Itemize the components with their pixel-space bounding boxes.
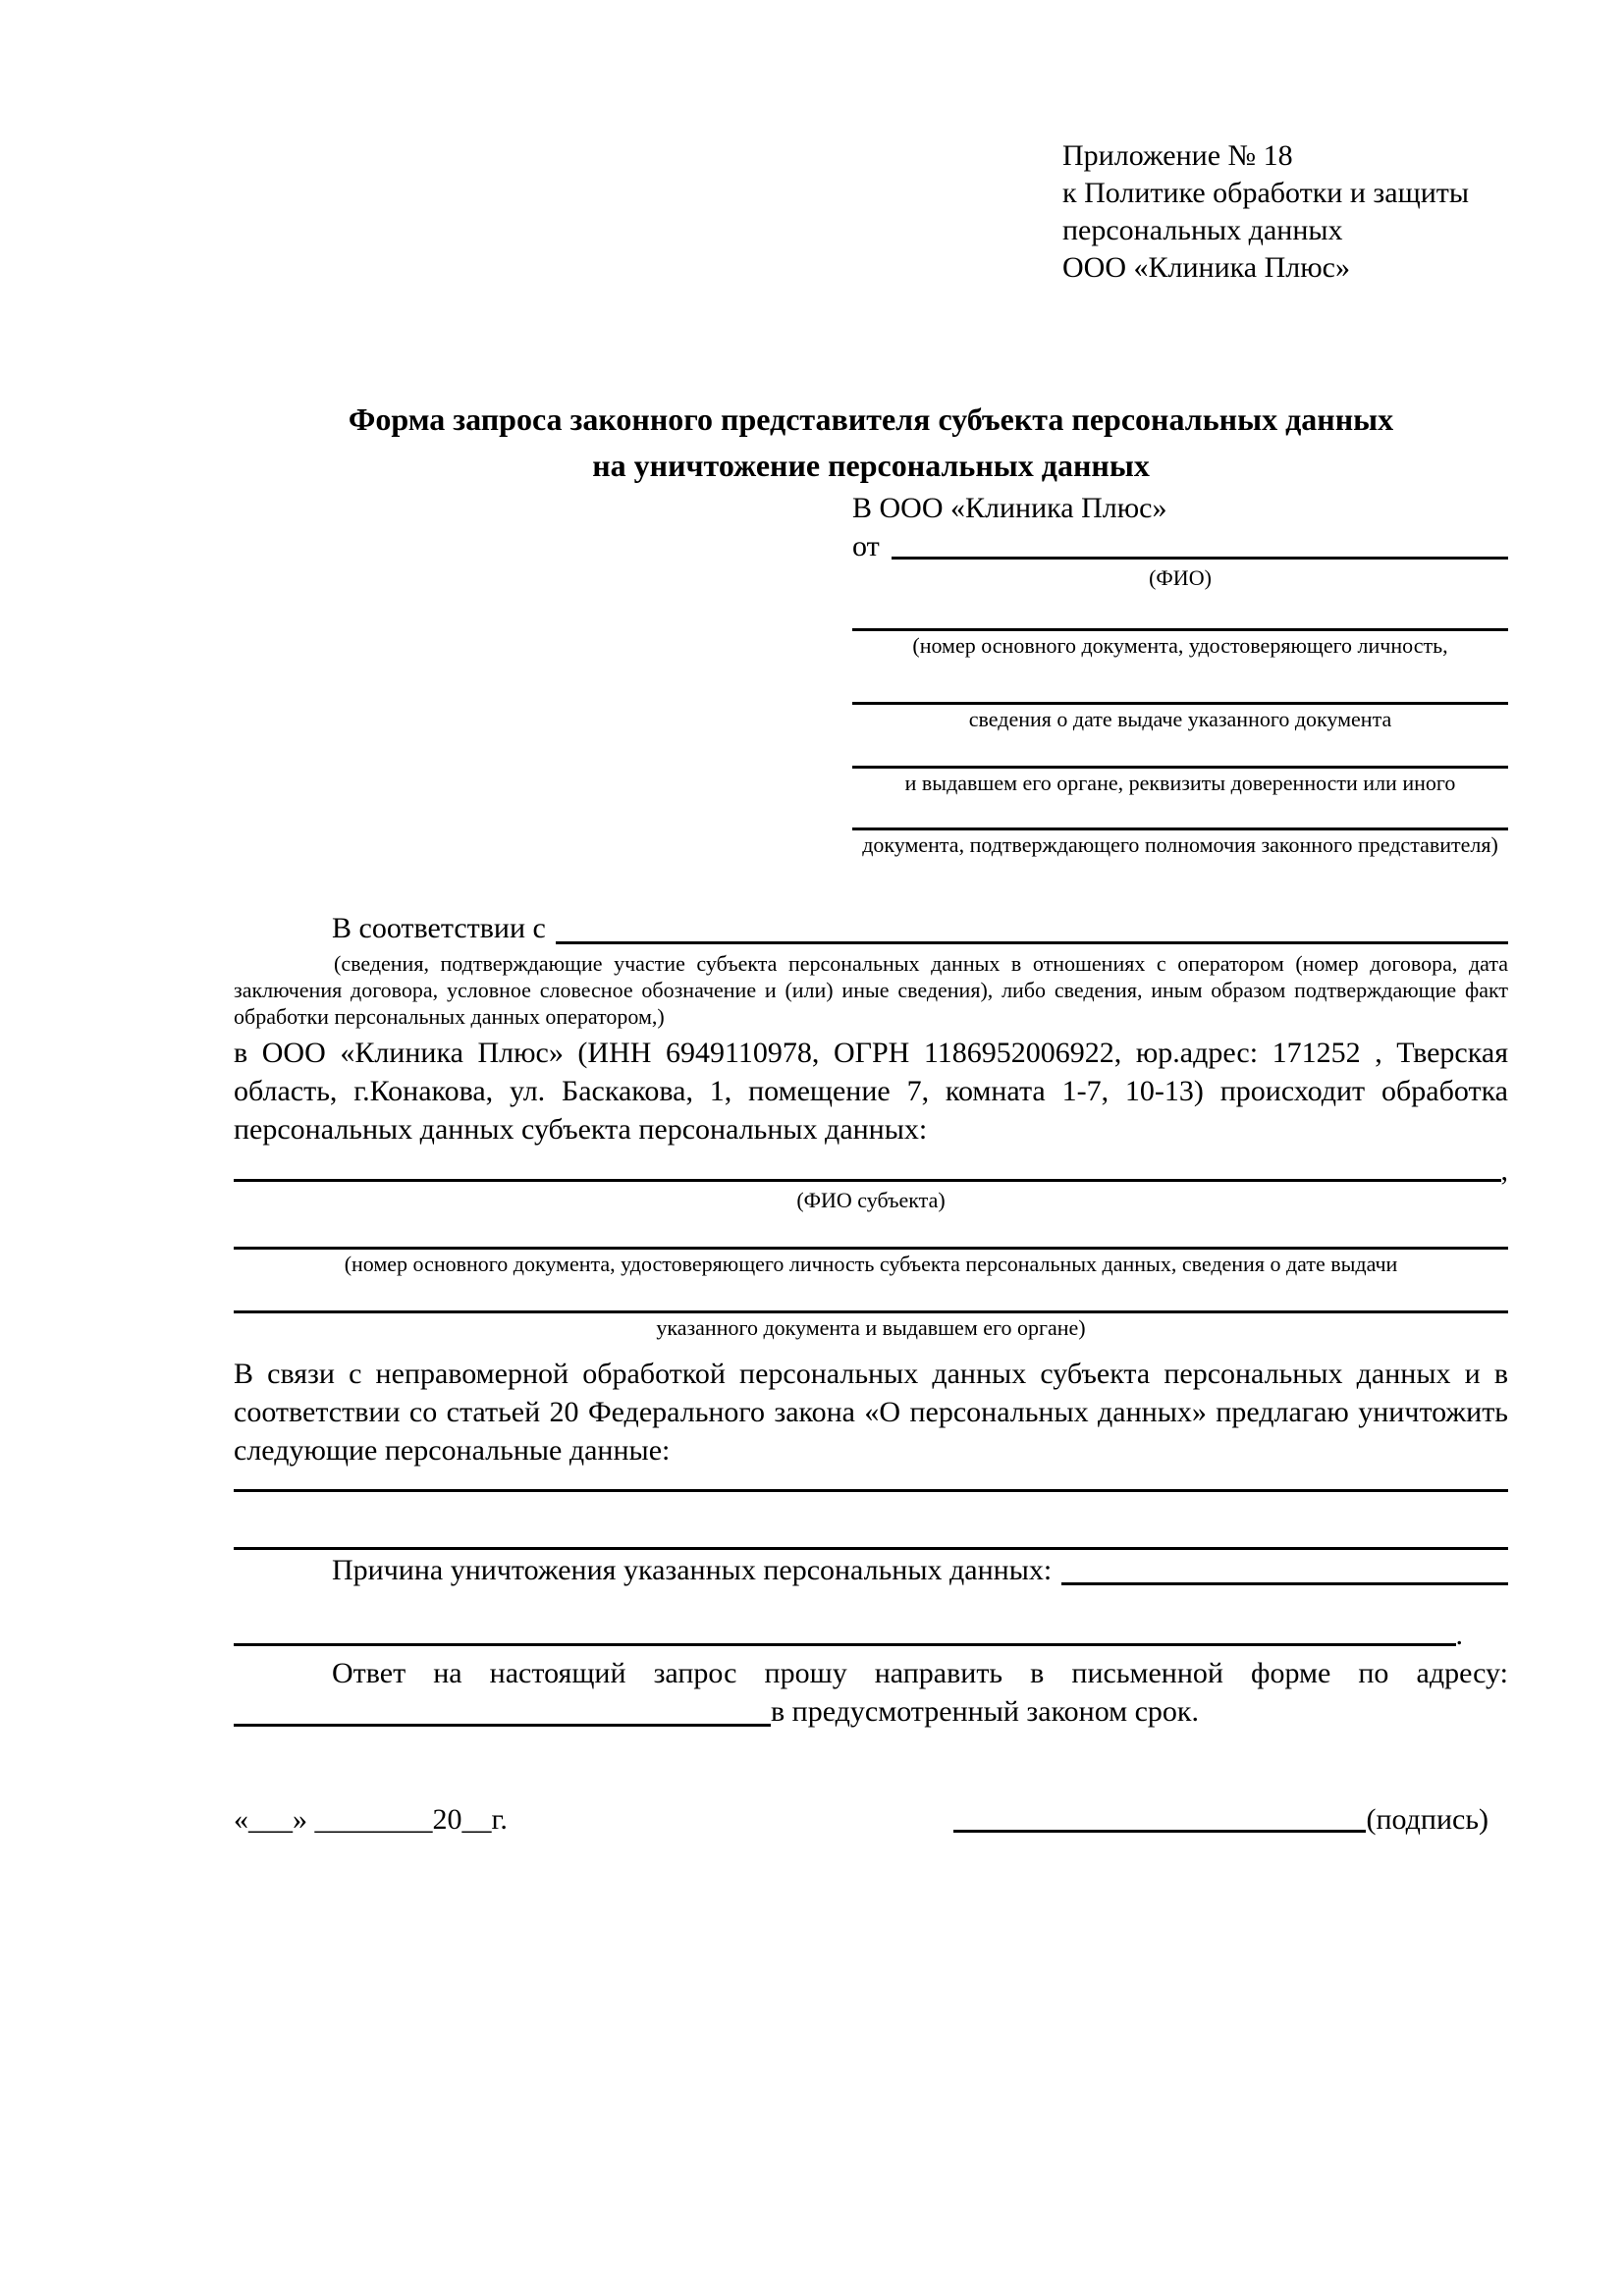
representative-doc-field <box>852 766 1508 796</box>
signature-field <box>953 1801 1489 1839</box>
subject-doc-field <box>234 1247 1508 1277</box>
representative-doc-field <box>852 702 1508 732</box>
field-caption: и выдавшем его органе, реквизиты доверенности или иного <box>904 771 1456 795</box>
field-caption: (номер основного документа, удостоверяющего личность, <box>912 633 1448 658</box>
blank-line <box>556 941 1508 944</box>
addressee-organization: В ООО «Клиника Плюс» <box>852 492 1167 524</box>
blank-line <box>234 1643 1456 1646</box>
addressee-block <box>852 489 1508 858</box>
field-caption: сведения о дате выдаче указанного документа <box>968 707 1392 731</box>
blank-line <box>234 1179 1501 1182</box>
field-caption: (номер основного документа, удостоверяющего личность субъекта персональных данных, сведения о дате выдачи <box>344 1252 1398 1276</box>
reason-label: Причина уничтожения указанных персональных данных: <box>332 1554 1053 1586</box>
form-title-line-2: на уничтожение персональных данных <box>592 448 1150 483</box>
appendix-header <box>1062 137 1508 287</box>
signature-caption: (подпись) <box>1366 1803 1489 1836</box>
field-caption: указанного документа и выдавшем его органе) <box>656 1315 1086 1340</box>
accordance-note: (сведения, подтверждающие участие субъекта персональных данных в отношениях с оператором (номер договора, дата заключения договора, условное словесное обозначение и (или) иные сведения), либо сведения, иным образом подтверждающие факт обработки персональных данных оператором,) <box>234 951 1508 1029</box>
appendix-header-line: к Политике обработки и защиты <box>1062 177 1470 209</box>
trailing-comma: , <box>1500 1154 1508 1187</box>
from-blank-line <box>892 557 1508 560</box>
blank-line <box>1061 1582 1508 1585</box>
blank-line <box>234 1489 1508 1492</box>
blank-line <box>234 1247 1508 1250</box>
date-line: «___» ________20__г. <box>234 1803 508 1836</box>
from-label: от <box>852 530 880 562</box>
demand-paragraph: В связи с неправомерной обработкой персональных данных субъекта персональных данных и в соответствии со статьей 20 Федерального закона «О персональных данных» предлагаю уничтожить следующие персональные данные: <box>234 1358 1508 1467</box>
blank-line <box>852 766 1508 769</box>
reply-tail-text: в предусмотренный законом срок. <box>771 1695 1199 1728</box>
blank-line <box>852 702 1508 705</box>
blank-line <box>852 828 1508 830</box>
signature-row <box>234 1801 1508 1839</box>
signature-blank-line <box>953 1830 1366 1833</box>
blank-line <box>234 1547 1508 1550</box>
form-title-line-1: Форма запроса законного представителя субъекта персональных данных <box>348 401 1394 437</box>
field-caption: документа, подтверждающего полномочия законного представителя) <box>862 832 1498 857</box>
sentence-end: . <box>1455 1619 1463 1651</box>
blank-line <box>234 1310 1508 1313</box>
accordance-lead-text: В соответствии с <box>332 912 546 944</box>
subject-doc-field <box>234 1310 1508 1341</box>
appendix-header-line: персональных данных <box>1062 214 1343 246</box>
operator-paragraph: в ООО «Клиника Плюс» (ИНН 6949110978, ОГРН 1186952006922, юр.адрес: 171252 , Тверская область, г.Конакова, ул. Баскакова, 1, помещение 7, комната 1-7, 10-13) происходит обработка персональных данных субъекта персональных данных: <box>234 1037 1508 1146</box>
blank-line <box>234 1724 771 1727</box>
appendix-header-line: Приложение № 18 <box>1062 139 1293 172</box>
reason-continuation-field <box>234 1617 1463 1650</box>
reason-field <box>234 1552 1508 1589</box>
representative-doc-field <box>852 628 1508 659</box>
subject-fio-field <box>234 1156 1508 1186</box>
from-field <box>852 528 1508 563</box>
appendix-header-line: ООО «Клиника Плюс» <box>1062 251 1350 284</box>
form-title <box>234 397 1508 489</box>
accordance-field <box>234 909 1508 948</box>
reply-address-field <box>234 1692 1508 1731</box>
representative-doc-field <box>852 828 1508 858</box>
fio-caption: (ФИО) <box>1149 565 1212 590</box>
subject-fio-caption: (ФИО субъекта) <box>796 1188 946 1212</box>
reply-paragraph: Ответ на настоящий запрос прошу направить в письменной форме по адресу: <box>332 1657 1508 1689</box>
blank-line <box>852 628 1508 631</box>
